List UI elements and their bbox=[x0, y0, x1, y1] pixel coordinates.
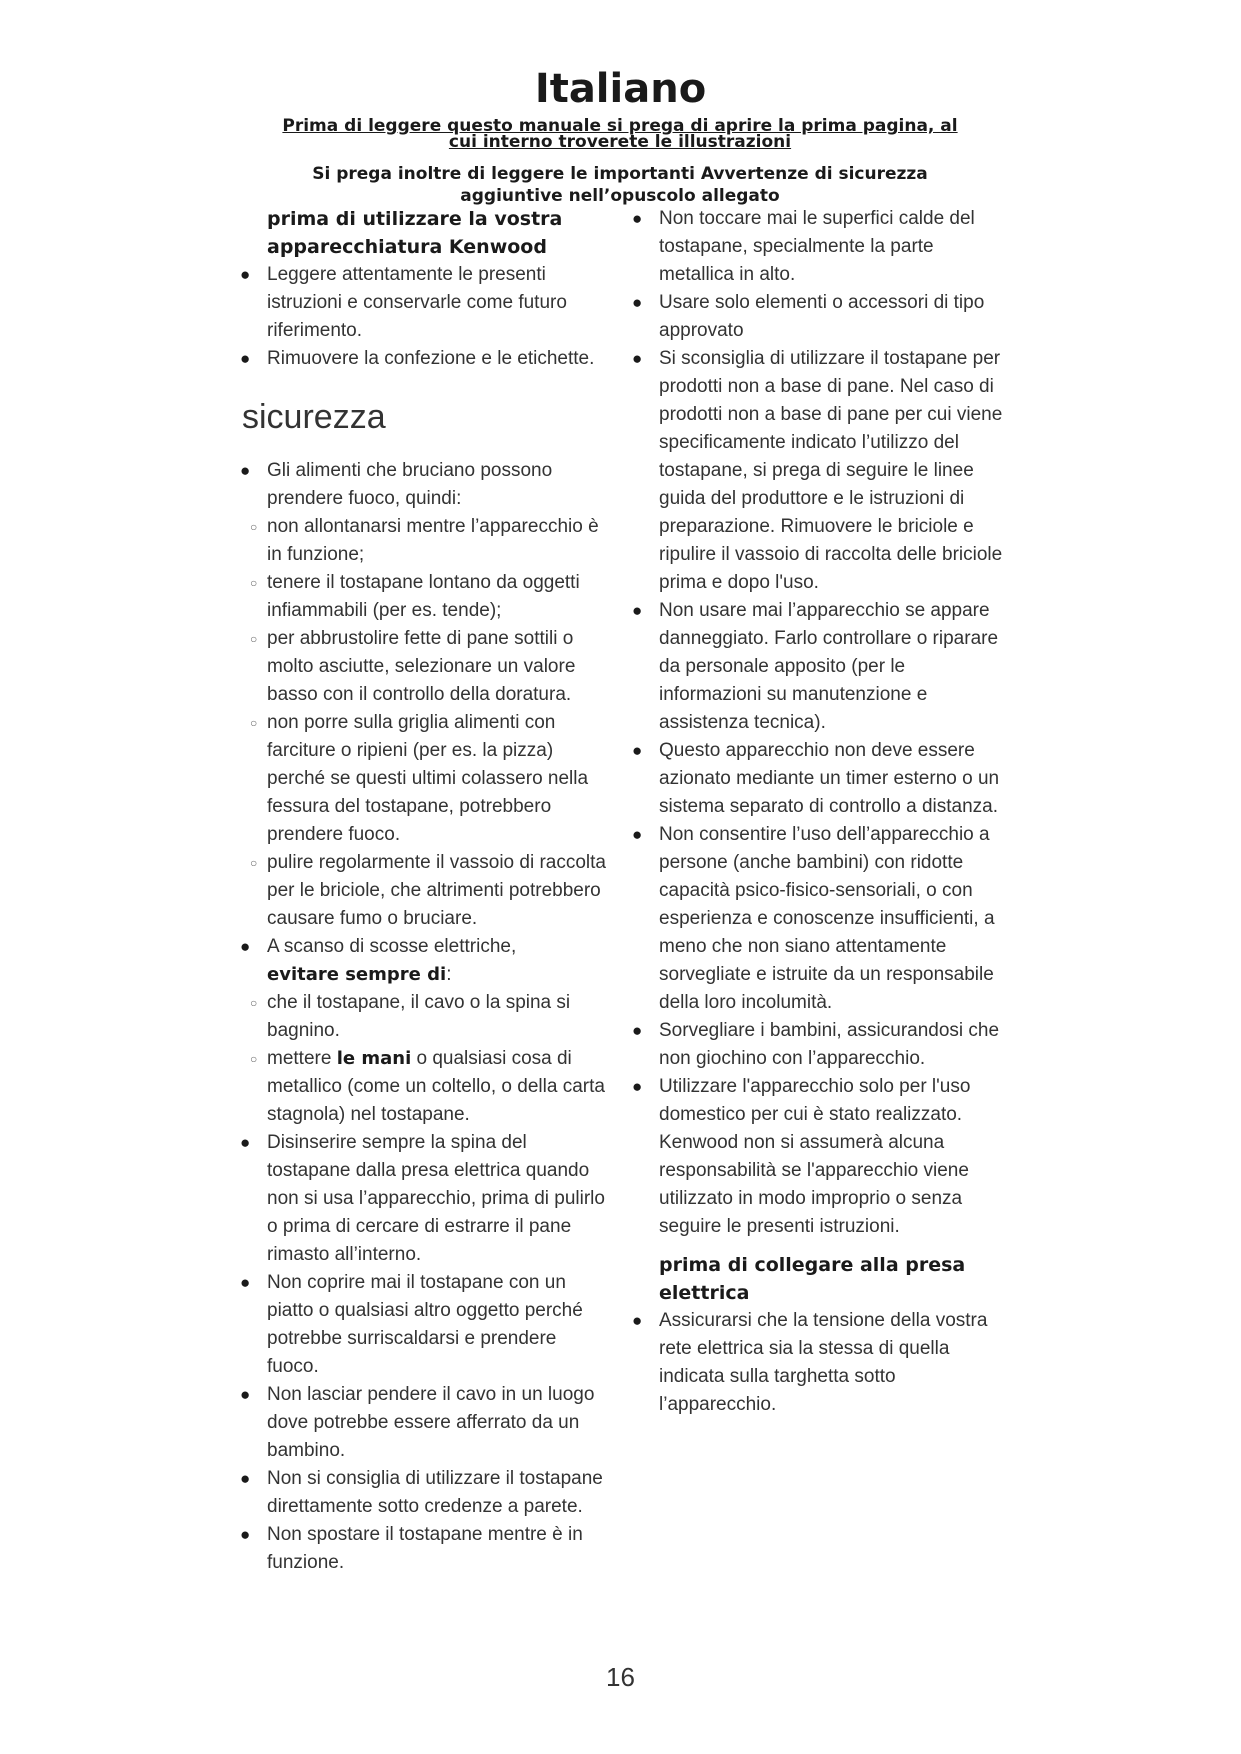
page-number: 16 bbox=[606, 1662, 635, 1692]
safety-list bbox=[240, 457, 610, 1577]
safety-booklet-notice-line-2: aggiuntive nell’opuscolo allegato bbox=[460, 186, 780, 206]
shock-intro-text: A scanso di scosse elettriche, bbox=[267, 936, 517, 957]
safety-booklet-notice-line-1: Si prega inoltre di leggere le importanti Avvertenze di sicurezza bbox=[312, 164, 928, 184]
list-item bbox=[240, 933, 610, 989]
hands-post-text: o qualsiasi cosa di metallico (come un coltello, o della carta stagnola) nel tostapane. bbox=[267, 1048, 605, 1125]
before-use-list bbox=[240, 261, 610, 373]
before-plug-in-heading bbox=[659, 1251, 1012, 1307]
list-item: ● Gli alimenti che bruciano possono prendere fuoco, quindi: bbox=[240, 457, 610, 513]
sub-list-item: ○ non porre sulla griglia alimenti con farciture o ripieni (per es. la pizza) perché se questi ultimi colassero nella fessura del tostapane, potrebbero prendere fuoco. bbox=[240, 709, 610, 849]
illustrations-notice-line-1: Prima di leggere questo manuale si prega di aprire la prima pagina, al bbox=[282, 116, 958, 136]
before-plug-in-heading-line-2: elettrica bbox=[659, 1282, 750, 1304]
page-title: Italiano bbox=[534, 66, 707, 112]
sub-list-item: ○ non allontanarsi mentre l’apparecchio è in funzione; bbox=[240, 513, 610, 569]
sub-list-item: ○ che il tostapane, il cavo o la spina si bagnino. bbox=[240, 989, 610, 1045]
list-item: ● Sorvegliare i bambini, assicurandosi che non giochino con l’apparecchio. bbox=[632, 1017, 1012, 1073]
shock-emphasis: evitare sempre di bbox=[267, 964, 447, 985]
safety-booklet-notice bbox=[240, 163, 1000, 207]
safety-list-continued bbox=[632, 205, 1012, 1241]
right-column bbox=[632, 205, 1012, 1419]
list-item: ● Non spostare il tostapane mentre è in funzione. bbox=[240, 1521, 610, 1577]
list-item: ● Non lasciar pendere il cavo in un luogo dove potrebbe essere afferrato da un bambino. bbox=[240, 1381, 610, 1465]
list-item: ● Leggere attentamente le presenti istruzioni e conservarle come futuro riferimento. bbox=[240, 261, 610, 345]
list-item: ● Utilizzare l'apparecchio solo per l'uso domestico per cui è stato realizzato. Kenwood non si assumerà alcuna responsabilità se l'apparecchio viene utilizzato in modo improprio o senza seguire le presenti istruzioni. bbox=[632, 1073, 1012, 1241]
list-item: ● Non si consiglia di utilizzare il tostapane direttamente sotto credenze a parete. bbox=[240, 1465, 610, 1521]
illustrations-notice bbox=[240, 118, 1000, 150]
list-item: ● Si sconsiglia di utilizzare il tostapane per prodotti non a base di pane. Nel caso di prodotti non a base di pane per cui viene specificamente indicato l’utilizzo del tostapane, si prega di seguire le linee guida del produttore e le istruzioni di preparazione. Rimuovere le briciole e ripulire il vassoio di raccolta delle briciole prima e dopo l'uso. bbox=[632, 345, 1012, 597]
sub-list-item: ○ tenere il tostapane lontano da oggetti infiammabili (per es. tende); bbox=[240, 569, 610, 625]
before-use-heading-line-1: prima di utilizzare la vostra bbox=[267, 208, 563, 230]
sub-list-item: ○ per abbrustolire fette di pane sottili o molto asciutte, selezionare un valore basso con il controllo della doratura. bbox=[240, 625, 610, 709]
list-item: ● Assicurarsi che la tensione della vostra rete elettrica sia la stessa di quella indicata sulla targhetta sotto l’apparecchio. bbox=[632, 1307, 1012, 1419]
safety-section-title: sicurezza bbox=[242, 398, 386, 436]
before-use-heading bbox=[267, 205, 610, 261]
sub-list-item bbox=[240, 1045, 610, 1129]
sub-list-item: ○ pulire regolarmente il vassoio di raccolta per le briciole, che altrimenti potrebbero causare fumo o bruciare. bbox=[240, 849, 610, 933]
before-use-heading-line-2: apparecchiatura Kenwood bbox=[267, 236, 547, 258]
list-item: ● Rimuovere la confezione e le etichette. bbox=[240, 345, 610, 373]
list-item: ● Non toccare mai le superfici calde del tostapane, specialmente la parte metallica in alto. bbox=[632, 205, 1012, 289]
list-item: ● Questo apparecchio non deve essere azionato mediante un timer esterno o un sistema separato di controllo a distanza. bbox=[632, 737, 1012, 821]
left-column bbox=[240, 205, 610, 1577]
before-plug-in-list bbox=[632, 1307, 1012, 1419]
list-item: ● Usare solo elementi o accessori di tipo approvato bbox=[632, 289, 1012, 345]
hands-pre-text: mettere bbox=[267, 1048, 337, 1069]
list-item: ● Non coprire mai il tostapane con un piatto o qualsiasi altro oggetto perché potrebbe surriscaldarsi e prendere fuoco. bbox=[240, 1269, 610, 1381]
hands-emphasis: le mani bbox=[336, 1048, 412, 1069]
list-item: ● Non usare mai l’apparecchio se appare danneggiato. Farlo controllare o riparare da personale apposito (per le informazioni su manutenzione e assistenza tecnica). bbox=[632, 597, 1012, 737]
shock-colon: : bbox=[446, 964, 452, 985]
list-item: ● Disinserire sempre la spina del tostapane dalla presa elettrica quando non si usa l’apparecchio, prima di pulirlo o prima di cercare di estrarre il pane rimasto all’interno. bbox=[240, 1129, 610, 1269]
before-plug-in-heading-line-1: prima di collegare alla presa bbox=[659, 1254, 966, 1276]
list-item: ● Non consentire l’uso dell’apparecchio a persone (anche bambini) con ridotte capacità psico-fisico-sensoriali, o con esperienza e conoscenze insufficienti, a meno che non siano attentamente sorvegliate e istruite da un responsabile della loro incolumità. bbox=[632, 821, 1012, 1017]
illustrations-notice-line-2: cui interno troverete le illustrazioni bbox=[448, 132, 792, 152]
